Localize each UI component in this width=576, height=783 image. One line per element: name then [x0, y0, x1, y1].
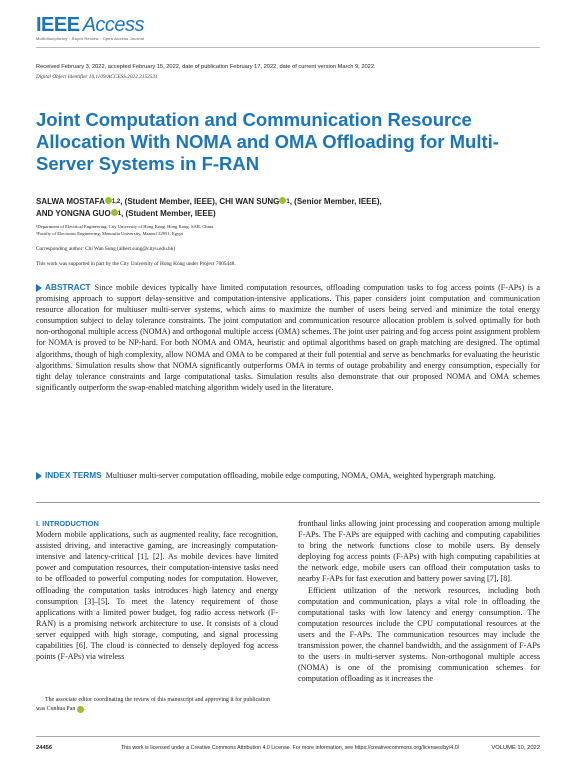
- abstract-label: ABSTRACT: [45, 282, 91, 292]
- author-role: , (Student Member, IEEE): [121, 209, 216, 218]
- doi[interactable]: Digital Object Identifier 10.1109/ACCESS.2022.3152531: [36, 74, 158, 80]
- abstract: [36, 282, 540, 393]
- footer-divider: [36, 736, 540, 737]
- author-affil-sup: 1: [286, 199, 290, 205]
- orcid-icon[interactable]: [111, 209, 118, 216]
- author-list: [36, 196, 536, 220]
- footnote-text: The associate editor coordinating the review of this manuscript and approving it for publication was Cunhua Pan: [36, 697, 270, 712]
- header-divider: [36, 47, 540, 48]
- author-affil-sup: 1,2: [111, 199, 121, 205]
- logo-ieee: IEEE: [36, 14, 80, 36]
- index-terms: [36, 470, 540, 481]
- body-paragraph: Modern mobile applications, such as augmented reality, face recognition, assisted driving, and interactive gaming, are increasingly computation-intensive and latency-critical [1], [2]. As mobile devices have limited power and computation resources, their computation-intensive tasks need to be offloaded to powerful computing nodes for computation. However, offloading the computation tasks introduces high latency and energy consumption [3]–[5]. To meet the latency requirement of those applications with a limited power budget, fog radio access network (F-RAN) is a promising network architecture to use. It consists of a cloud server equipped with high storage, computing, and signal processing capabilities [6]. The cloud is connected to densely deployed fog access points (F-APs) via wireless: [36, 530, 278, 662]
- paper-title: Joint Computation and Communication Resource Allocation With NOMA and OMA Offloading for Multi-Server Systems in F-RAN: [36, 109, 499, 174]
- orcid-icon[interactable]: [77, 706, 84, 713]
- editor-footnote: The associate editor coordinating the review of this manuscript and approving it for publication was Cunhua Pan .: [36, 697, 270, 712]
- logo-tagline: Multidisciplinary : Rapid Review : Open Access Journal: [36, 36, 145, 41]
- column-left: [36, 518, 278, 662]
- page-number: 24456: [36, 745, 53, 751]
- body-paragraph: fronthaul links allowing joint processing and cooperation among multiple F-APs. The F-APs are equipped with caching and computing capabilities to bring the network functions close to mobile users. By densely deploying fog access points (F-APs) with high computing capabilities at the network edge, mobile users can offload their computation tasks to nearby F-APs for fast execution and battery power saving [7], [8].: [298, 519, 540, 584]
- abstract-text: Since mobile devices typically have limited computation resources, offloading computation tasks to fog access points (F-APs) is a promising approach to support delay-sensitive and computation-intensive applications. This paper considers joint computation and communication resource allocation for multiuser multi-server systems, which aims to maximize the number of users being served and minimize the total energy consumption subject to delay tolerance constraints. The joint computation and communication resource allocation problem is solved optimally for both non-orthogonal multiple access (NOMA) and orthogonal multiple access (OMA) schemes. The joint user pairing and fog access point assignment problem for NOMA is proved to be NP-hard. For both NOMA and OMA, heuristic and optimal algorithms based on graph matching are designed. The optimal algorithms, though of high complexity, allow NOMA and OMA to be compared at their full potential and serve as benchmarks for evaluating the heuristic algorithms. Simulation results show that NOMA significantly outperforms OMA in terms of outage probability and energy consumption, especially for tight delay tolerance constraints and large computational tasks. Simulation results also demonstrate that our proposed NOMA and OMA schemes significantly outperform the swap-enabled matching algorithm widely used in the literature.: [36, 283, 540, 392]
- triangle-bullet-icon: [36, 472, 42, 480]
- author-role: , (Student Member, IEEE),: [120, 197, 220, 206]
- index-terms-label: INDEX TERMS: [45, 470, 102, 480]
- logo-access: Access: [82, 14, 145, 36]
- author-name: SALWA MOSTAFA: [36, 197, 105, 206]
- funding-note: This work was supported in part by the City University of Hong Kong under Project 7005448.: [36, 261, 236, 267]
- publication-dates: Received February 3, 2022, accepted February 15, 2022, date of publication February 17, 2022, date of current version March 9, 2022.: [36, 64, 376, 70]
- journal-logo: [36, 14, 144, 37]
- column-right: [298, 518, 540, 684]
- section-divider: [36, 502, 540, 503]
- affiliation: ¹Department of Electrical Engineering, City University of Hong Kong, Hong Kong, SAR, China: [36, 224, 214, 229]
- author-affil-sup: 1: [117, 211, 122, 217]
- author-name: CHI WAN SUNG: [219, 197, 280, 206]
- corresponding-author: Corresponding author: Chi Wan Sung (albert.sung@cityu.edu.hk): [36, 246, 176, 252]
- section-heading: I. INTRODUCTION: [36, 519, 99, 528]
- index-terms-text: Multiuser multi-server computation offloading, mobile edge computing, NOMA, OMA, weighted hypergraph matching.: [105, 471, 496, 480]
- affiliation: ²Faculty of Electronic Engineering, Menoufia University, Manouf 32951, Egypt: [36, 231, 183, 236]
- orcid-icon[interactable]: [105, 197, 112, 204]
- author-name: YONGNA GUO: [55, 209, 111, 218]
- license-notice[interactable]: This work is licensed under a Creative Commons Attribution 4.0 License. For more information, see https://creativecommons.org/licenses/by/4.0/: [120, 745, 460, 751]
- author-role: , (Senior Member, IEEE),: [289, 197, 382, 206]
- body-paragraph: Efficient utilization of the network resources, including both computation and communication, plays a vital role in offloading the computational tasks with low latency and energy consumption. The computation resources include the CPU computational resources at the users and the F-APs. The communication resources may include the transmission power, the channel bandwidth, and the assignment of F-APs to the users in multi-server systems. Non-orthogonal multiple access (NOMA) is one of the promising communication schemes for computation offloading as it increases the: [298, 585, 540, 684]
- triangle-bullet-icon: [36, 284, 42, 292]
- author-conjunction: AND: [36, 209, 56, 218]
- volume-label: VOLUME 10, 2022: [491, 745, 540, 751]
